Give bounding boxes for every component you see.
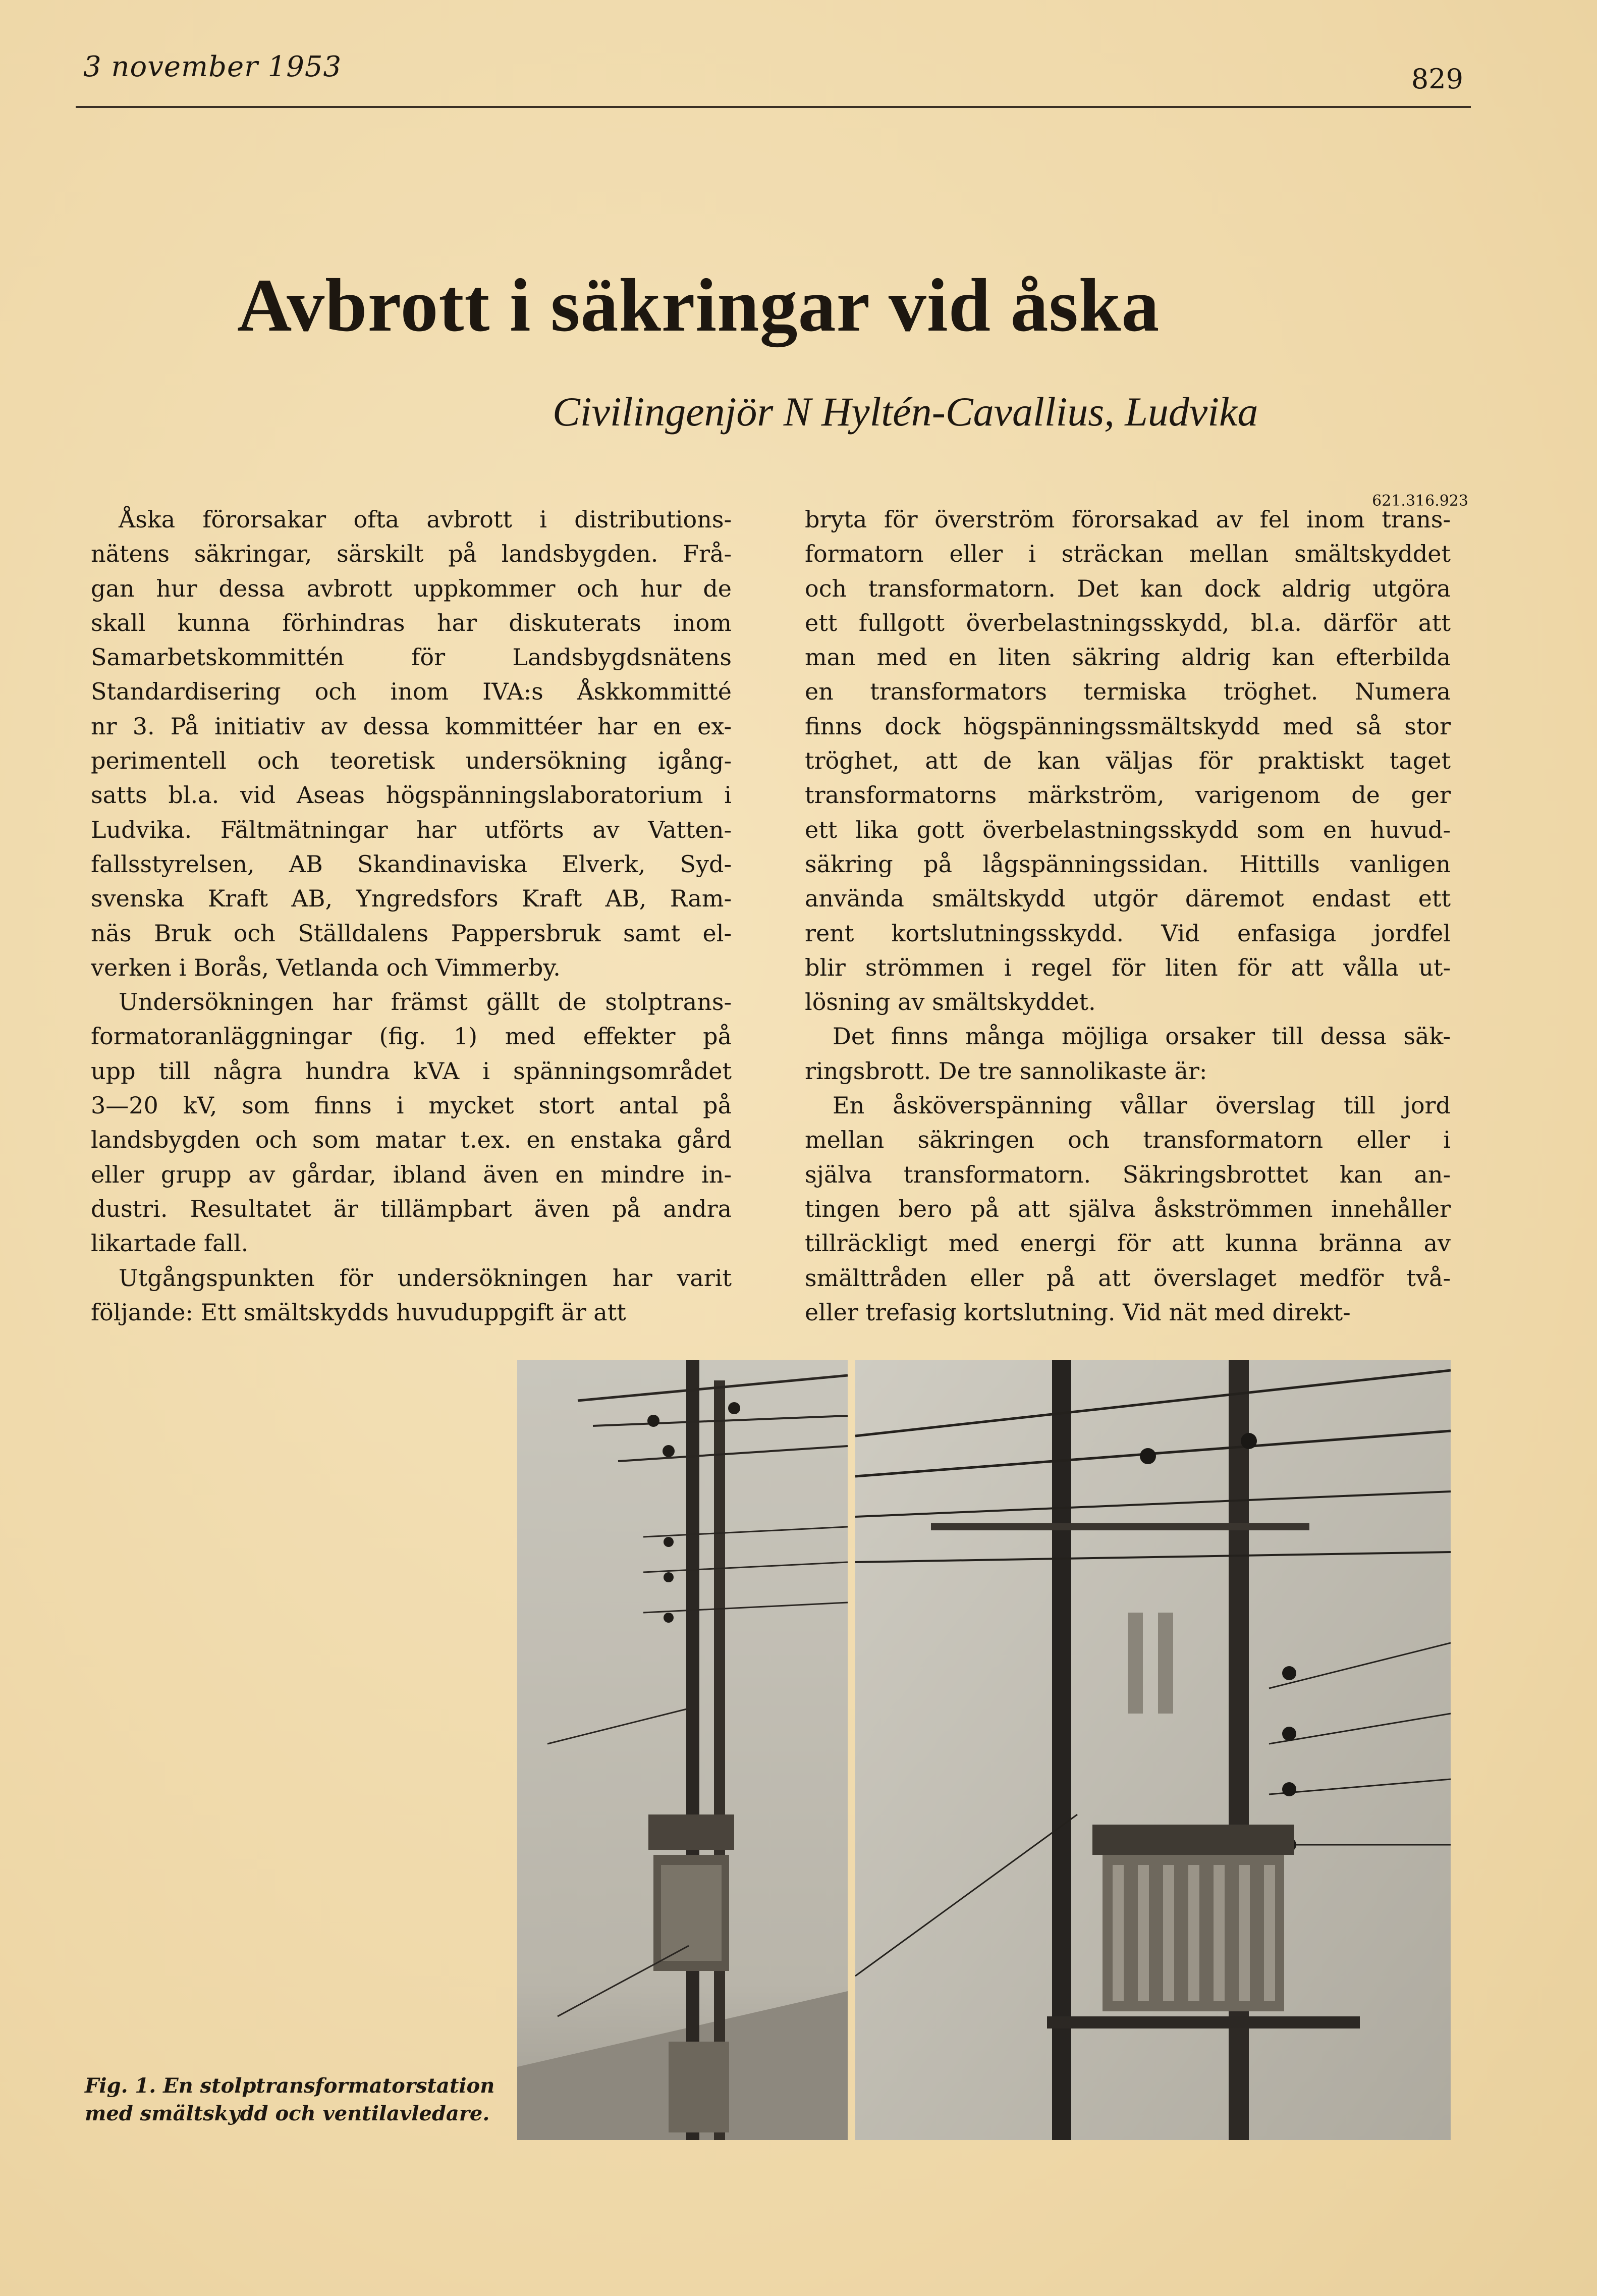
text-line: rent kortslutningsskydd. Vid enfasiga jordfel [805,919,1451,947]
left-text-column [91,502,732,1329]
text-line: perimentell och teoretisk undersökning igång- [91,747,732,775]
figure-caption-line: med smältskydd och ventilavledare. [85,2102,490,2125]
text-line: 3—20 kV, som finns i mycket stort antal på [91,1092,732,1119]
header-date: 3 november 1953 [83,50,342,83]
text-line: säkring på lågspänningssidan. Hittills vanligen [805,850,1451,878]
header-page-number: 829 [1411,63,1463,95]
text-line: formatorn eller i sträckan mellan smältskyddet [805,540,1451,568]
text-line: Samarbetskommittén för Landsbygdsnätens [91,644,732,671]
text-line: tillräckligt med energi för att kunna bränna av [805,1230,1451,1257]
text-line: smälttråden eller på att överslaget medför två- [805,1264,1451,1292]
text-line: mellan säkringen och transformatorn eller i [805,1126,1451,1154]
text-line: näs Bruk och Ställdalens Pappersbruk samt el- [91,919,732,947]
text-line: upp till några hundra kVA i spänningsområdet [91,1057,732,1085]
figure-caption-line: Fig. 1. En stolptransformatorstation [85,2074,495,2098]
text-line: tingen bero på att själva åskströmmen innehåller [805,1195,1451,1222]
text-line: en transformators termiska tröghet. Numera [805,678,1451,706]
text-line: följande: Ett smältskydds huvuduppgift är att [91,1298,626,1326]
text-line: landsbygden och som matar t.ex. en enstaka gård [91,1126,732,1154]
figure-photographs [517,1360,1451,2140]
text-line: satts bl.a. vid Aseas högspänningslaboratorium i [91,781,732,809]
text-line: och transformatorn. Det kan dock aldrig utgöra [805,574,1451,602]
text-line: själva transformatorn. Säkringsbrottet kan an- [805,1160,1451,1188]
text-line: dustri. Resultatet är tillämpbart även på andra [91,1195,732,1222]
text-line: tröghet, att de kan väljas för praktiskt taget [805,747,1451,775]
right-text-column [805,502,1451,1329]
photo-pole-transformer-station-full [517,1360,848,2140]
text-line: man med en liten säkring aldrig kan efterbilda [805,644,1451,671]
article-author: Civilingenjör N Hyltén-Cavallius, Ludvika [553,389,1258,435]
text-line: verken i Borås, Vetlanda och Vimmerby. [91,953,561,981]
text-line: eller grupp av gårdar, ibland även en mindre in- [91,1160,732,1188]
text-line: svenska Kraft AB, Yngredsfors Kraft AB, Ram- [91,885,732,913]
text-line: bryta för överström förorsakad av fel inom trans- [805,506,1451,533]
text-line: ett lika gott överbelastningsskydd som en huvud- [805,816,1451,843]
photo-pole-transformer-station-detail [855,1360,1451,2140]
text-line: lösning av smältskyddet. [805,988,1096,1016]
text-line: blir strömmen i regel för liten för att vålla ut- [805,953,1451,981]
text-line: skall kunna förhindras har diskuterats inom [91,609,732,636]
text-line: gan hur dessa avbrott uppkommer och hur de [91,574,732,602]
udc-classification: 621.316.923 [1372,492,1468,510]
text-line: eller trefasig kortslutning. Vid nät med direkt- [805,1298,1351,1326]
article-title: Avbrott i säkringar vid åska [237,263,1160,347]
text-line: ringsbrott. De tre sannolikaste är: [805,1057,1207,1085]
header-rule [76,106,1471,108]
text-line: finns dock högspänningssmältskydd med så stor [805,712,1451,740]
text-line: Ludvika. Fältmätningar har utförts av Vatten- [91,816,732,843]
text-line: Det finns många möjliga orsaker till dessa säk- [833,1023,1451,1050]
text-line: fallsstyrelsen, AB Skandinaviska Elverk, Syd- [91,850,732,878]
text-line: ett fullgott överbelastningsskydd, bl.a. därför att [805,609,1451,636]
text-line: formatoranläggningar (fig. 1) med effekter på [91,1023,732,1050]
text-line: Undersökningen har främst gällt de stolptrans- [119,988,732,1016]
text-line: Standardisering och inom IVA:s Åskkommitté [91,678,732,706]
figure-caption [85,2072,504,2127]
text-line: En åsköverspänning vållar överslag till jord [833,1092,1451,1119]
text-line: transformatorns märkström, varigenom de ger [805,781,1451,809]
text-line: nätens säkringar, särskilt på landsbygden. Frå- [91,540,732,568]
text-line: nr 3. På initiativ av dessa kommittéer har en ex- [91,712,732,740]
text-line: likartade fall. [91,1230,249,1257]
text-line: Utgångspunkten för undersökningen har varit [119,1264,732,1292]
text-line: Åska förorsakar ofta avbrott i distributions- [119,506,732,533]
text-line: använda smältskydd utgör däremot endast ett [805,885,1451,913]
